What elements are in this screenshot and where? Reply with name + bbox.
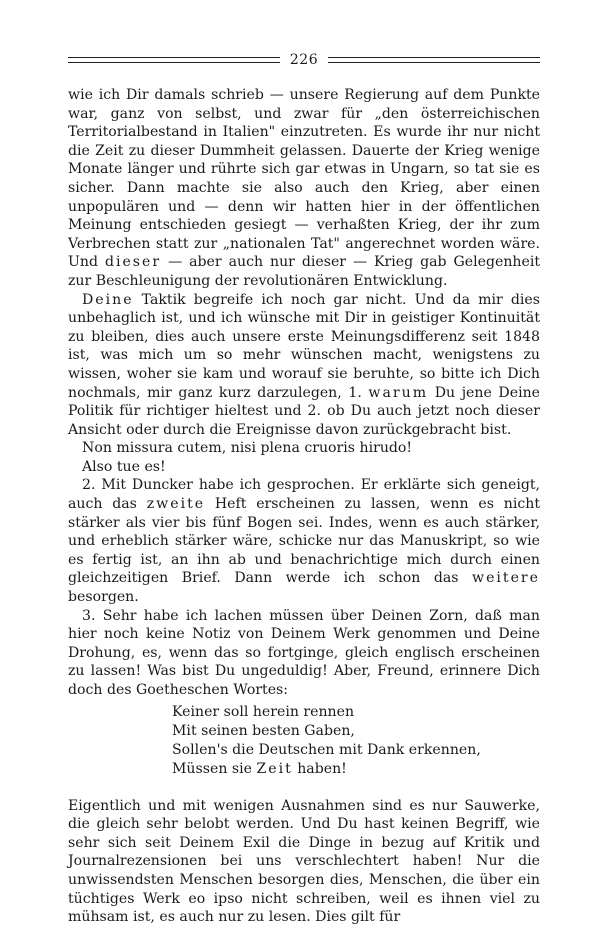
paragraph-7: Eigentlich und mit wenigen Ausnahmen sind es nur Sauwerke, die gleich sehr belobt werden. Und Du hast keinen Begriff, wie sehr sich seit Deinem Exil die Dinge in bezug auf Kritik und Journalrezensionen bei uns verschlechtert haben! Nur die unwissendsten Menschen besorgen dies, Menschen, die über ein tüchtiges Werk eo ipso nicht schreiben, weil es ihnen viel zu mühsam ist, es auch nur zu lesen. Dies gilt für	[68, 797, 540, 926]
paragraph-5-end: besorgen.	[68, 589, 139, 606]
paragraph-3-latin-quote: Non missura cutem, nisi plena cruoris hirudo!	[82, 440, 413, 457]
paragraph-5-mid: Heft erscheinen zu lassen, wenn es nicht stärker als vier bis fünf Bogen sei. Indes, wenn es auch stärker, und erheblich stärker wäre, schicke nur das Manuskript, so wie es fertig ist, an ihn ab und benachrichtige mich durch einen gleichzeitigen Brief. Dann werde ich schon das	[68, 496, 540, 587]
paragraph-2-text: Taktik begreife ich noch gar nicht. Und da mir dies unbehaglich ist, und ich wünsche mit Dir in geistiger Kontinuität zu bleiben, dies auch unsere erste Meinungsdifferenz seit 1848 ist, was mich um so mehr wünschen macht, wenigstens zu wissen, woher sie kam und worauf sie beruhte, so bitte ich Dich nochmals, mir ganz kurz darzulegen, 1.	[68, 291, 540, 401]
emphasis-zweite: zweite	[146, 496, 206, 513]
emphasis-warum: warum	[368, 384, 429, 401]
body-text	[68, 86, 540, 927]
paragraph-1-end: — aber auch nur dieser — Krieg gab Gelegenheit zur Beschleunigung der revolutionären Entwicklung.	[68, 254, 540, 289]
page-header	[68, 48, 540, 72]
header-rule-left	[68, 57, 280, 63]
page-number: 226	[289, 52, 319, 68]
poem-line-3: Sollen's die Deutschen mit Dank erkennen,	[172, 741, 481, 758]
paragraph-1	[68, 86, 540, 291]
paragraph-4: Also tue es!	[82, 458, 166, 475]
poem-line-4	[172, 760, 540, 779]
paragraph-2	[68, 291, 540, 440]
poem-line-2: Mit seinen besten Gaben,	[172, 722, 355, 739]
paragraph-5-text: 2. Mit Duncker habe ich gesprochen. Er erklärte sich geneigt, auch das	[68, 477, 540, 513]
emphasis-weitere: weitere	[472, 570, 540, 587]
poem-line-4-end: haben!	[292, 760, 347, 777]
paragraph-5	[68, 476, 540, 606]
emphasis-dieser: dieser	[104, 254, 162, 271]
goethe-quote	[172, 703, 540, 779]
paragraph-6: 3. Sehr habe ich lachen müssen über Deinen Zorn, daß man hier noch keine Notiz von Deinem Werk genommen und Deine Drohung, es, wenn das so fortginge, gleich englisch erscheinen zu lassen! Was bist Du ungeduldig! Aber, Freund, erinnere Dich doch des Goetheschen Wortes:	[68, 607, 540, 698]
emphasis-zeit: Zeit	[256, 760, 293, 777]
paragraph-2-end: Du jene Deine Politik für richtiger hieltest und 2. ob Du auch jetzt noch dieser Ansicht oder durch die Ereignisse davon zurückgebracht bist.	[68, 384, 541, 438]
document-page	[68, 48, 540, 927]
emphasis-deine: Deine	[82, 291, 134, 308]
paragraph-1-text: wie ich Dir damals schrieb — unsere Regierung auf dem Punkte war, ganz von selbst, und zwar für „den österreichischen Territorialbestand in Italien" einzutreten. Es wurde ihr nur nicht die Zeit zu dieser Dummheit gelassen. Dauerte der Krieg wenige Monate länger und rührte sich gar etwas in Ungarn, so tat sie es sicher. Dann machte sie also auch den Krieg, aber einen unpopulären und — denn wir hatten hier in der öffentlichen Meinung entschieden gesiegt — verhaßten Krieg, der ihr zum Verbrechen statt zur „nationalen Tat" angerechnet worden wäre. Und	[68, 87, 540, 271]
header-rule-right	[328, 57, 540, 63]
poem-line-4-start: Müssen sie	[172, 760, 257, 777]
poem-line-1: Keiner soll herein rennen	[172, 703, 355, 720]
